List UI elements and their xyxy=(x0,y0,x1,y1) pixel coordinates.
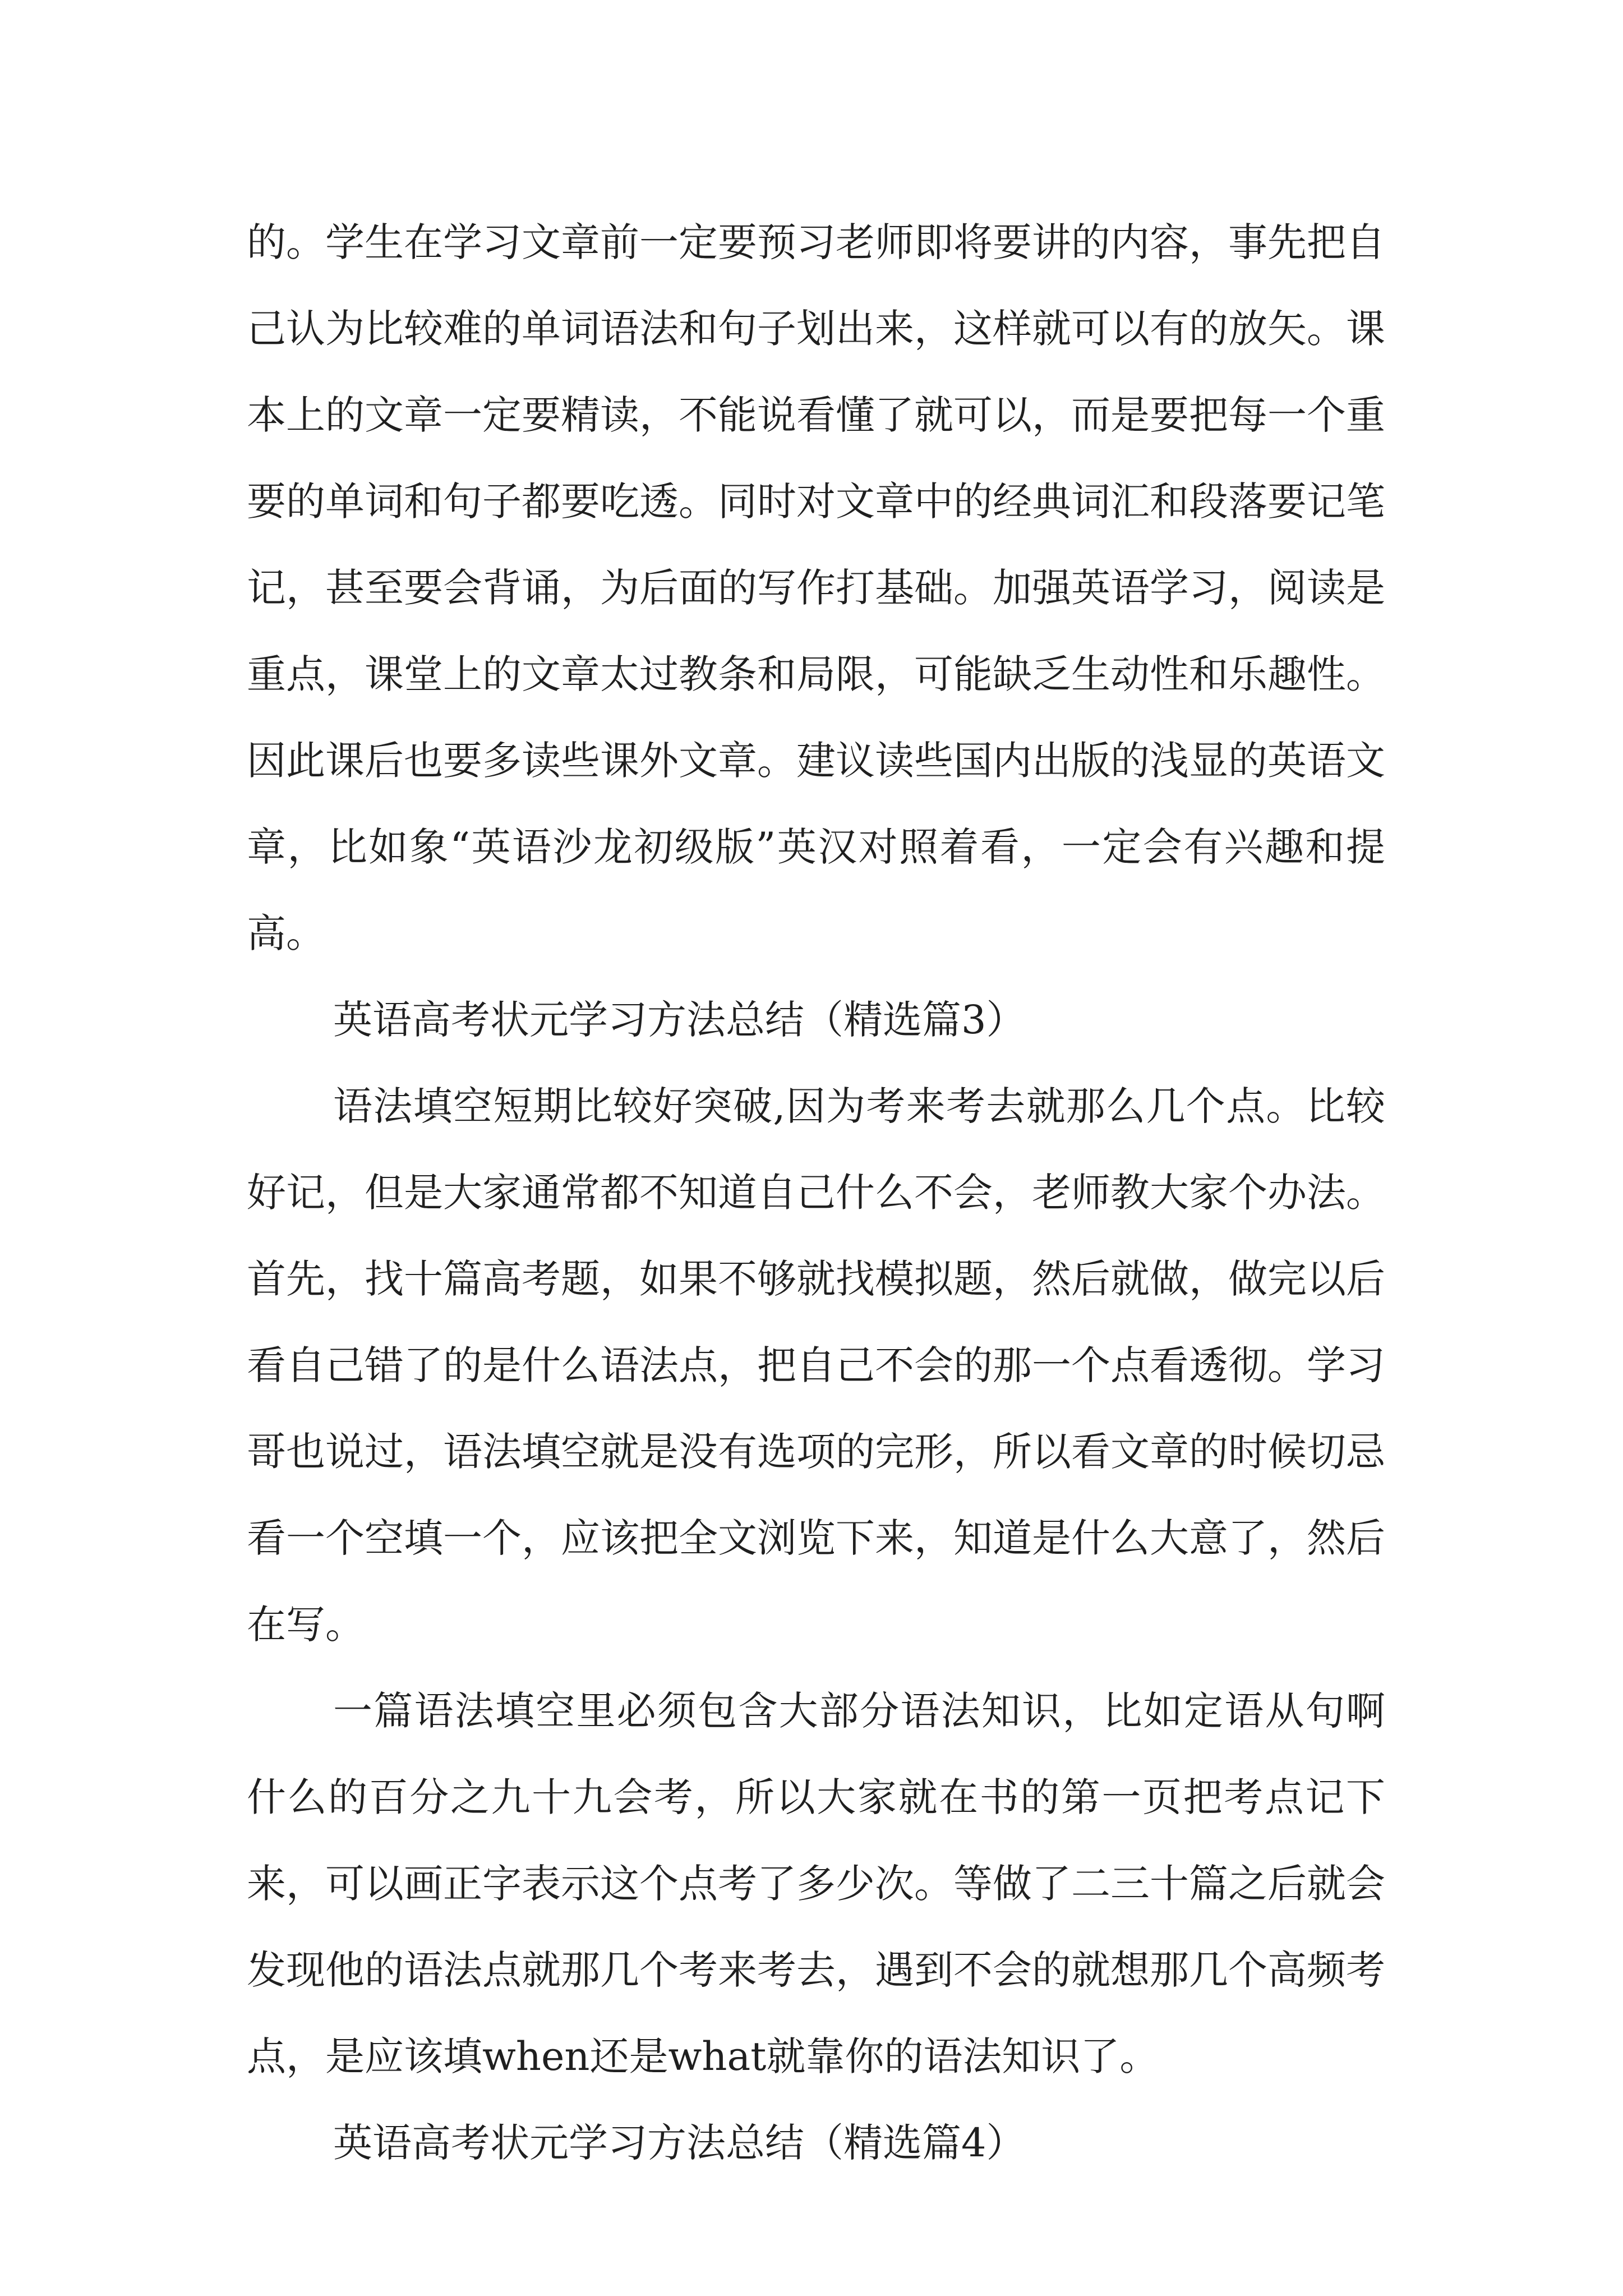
body-paragraph: 的。学生在学习文章前一定要预习老师即将要讲的内容，事先把自己认为比较难的单词语法和句子划出来，这样就可以有的放矢。课本上的文章一定要精读，不能说看懂了就可以，而是要把每一个重要的单词和句子都要吃透。同时对文章中的经典词汇和段落要记笔记，甚至要会背诵，为后面的写作打基础。加强英语学习，阅读是重点，课堂上的文章太过教条和局限，可能缺乏生动性和乐趣性。因此课后也要多读些课外文章。建议读些国内出版的浅显的英语文章，比如象“英语沙龙初级版”英汉对照着看，一定会有兴趣和提高。 xyxy=(247,219,1385,956)
body-paragraph: 语法填空短期比较好突破,因为考来考去就那么几个点。比较好记，但是大家通常都不知道自己什么不会，老师教大家个办法。首先，找十篇高考题，如果不够就找模拟题，然后就做，做完以后看自己错了的是什么语法点，把自己不会的那一个点看透彻。学习哥也说过，语法填空就是没有选项的完形，所以看文章的时候切忌看一个空填一个，应该把全文浏览下来，知道是什么大意了，然后在写。 xyxy=(247,1083,1385,1648)
section-heading: 英语高考状元学习方法总结（精选篇3） xyxy=(333,997,1026,1043)
section-heading: 英语高考状元学习方法总结（精选篇4） xyxy=(333,2120,1026,2166)
document-page xyxy=(247,199,1385,2186)
body-paragraph: 一篇语法填空里必须包含大部分语法知识，比如定语从句啊什么的百分之九十九会考，所以大家就在书的第一页把考点记下来，可以画正字表示这个点考了多少次。等做了二三十篇之后就会发现他的语法点就那几个考来考去，遇到不会的就想那几个高频考点，是应该填when还是what就靠你的语法知识了。 xyxy=(247,1688,1385,2079)
